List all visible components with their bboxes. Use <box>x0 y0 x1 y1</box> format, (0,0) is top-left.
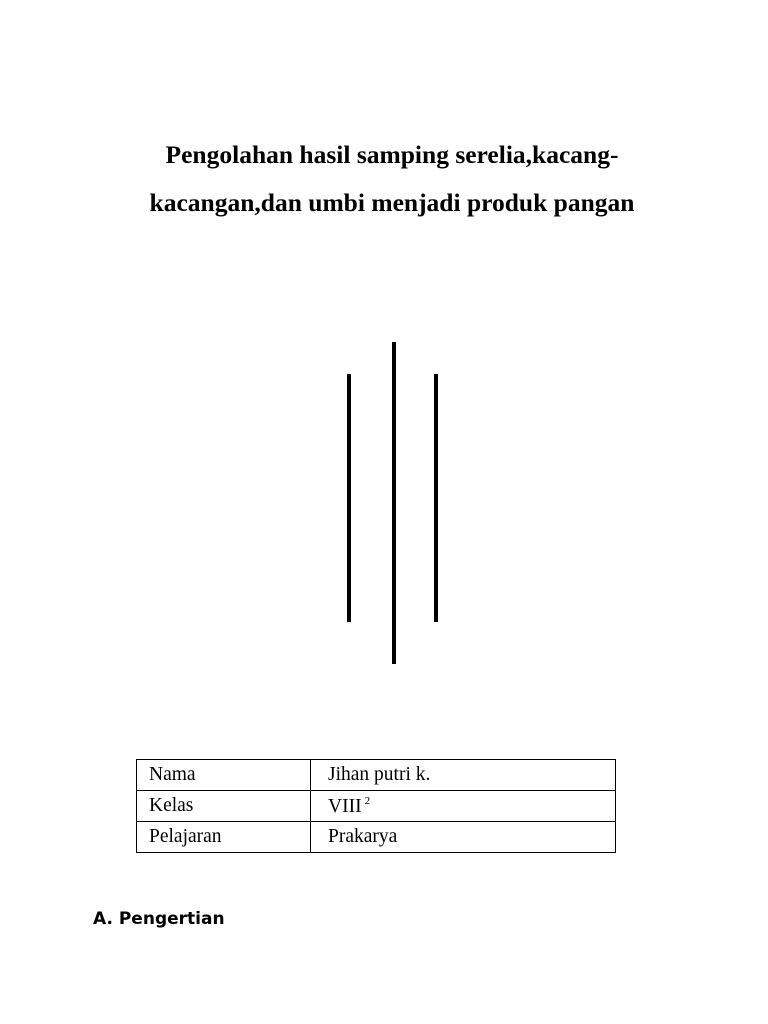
class-label: Kelas <box>137 791 311 822</box>
class-value-cell <box>311 791 616 822</box>
name-value: Jihan putri k. <box>311 760 616 791</box>
subject-label: Pelajaran <box>137 822 311 853</box>
class-value: VIII <box>328 795 362 817</box>
name-label: Nama <box>137 760 311 791</box>
table-row <box>137 822 616 853</box>
vertical-bar-right <box>434 374 438 622</box>
class-superscript: 2 <box>364 794 371 807</box>
vertical-bar-center <box>392 342 396 664</box>
table-row <box>137 760 616 791</box>
vertical-bar-left <box>347 374 351 622</box>
subject-value: Prakarya <box>311 822 616 853</box>
table-row <box>137 791 616 822</box>
document-title-line-1: Pengolahan hasil samping serelia,kacang- <box>165 140 619 169</box>
student-info-table <box>136 759 616 853</box>
section-heading: A. Pengertian <box>93 909 225 929</box>
document-title-line-2: kacangan,dan umbi menjadi produk pangan <box>149 188 635 217</box>
